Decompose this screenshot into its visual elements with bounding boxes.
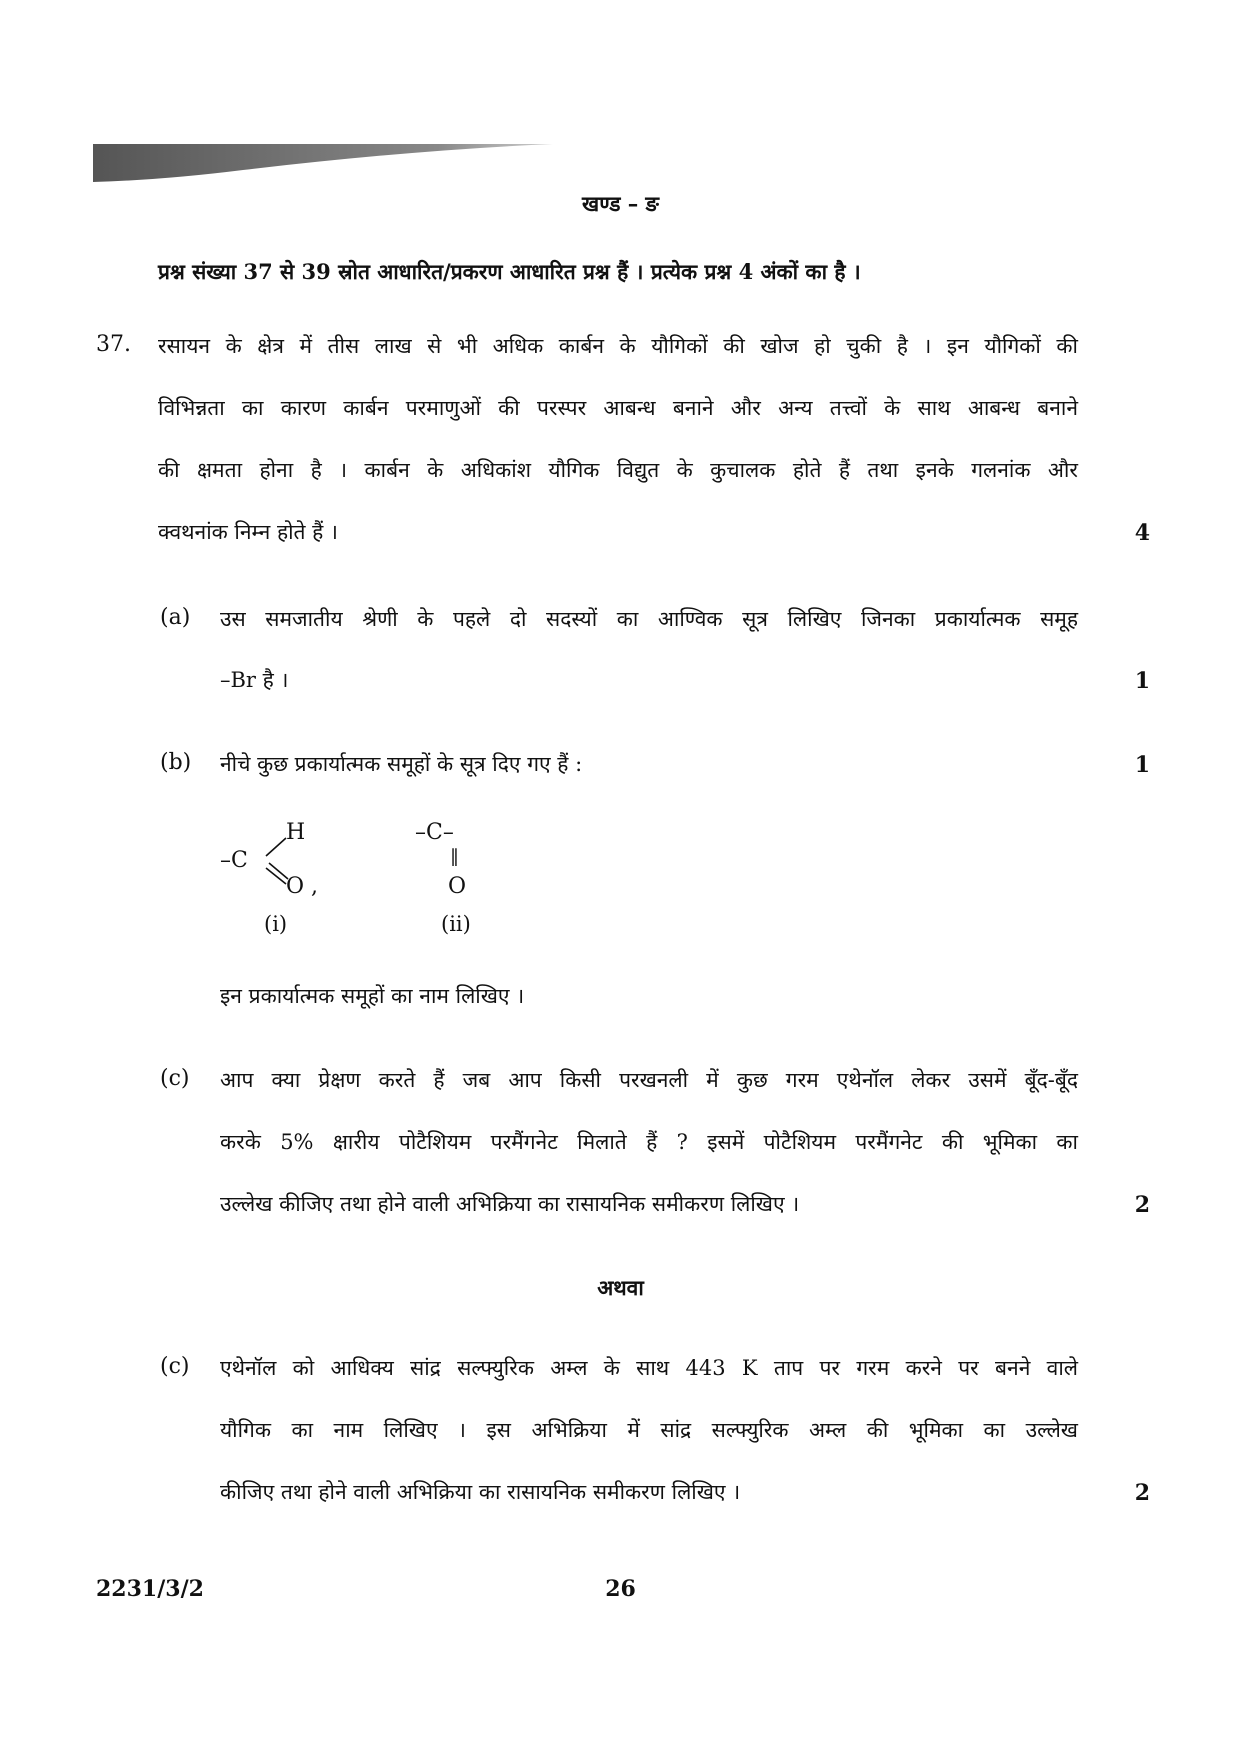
q37-marks: 4: [1134, 520, 1150, 546]
part-a-text-line-2: –Br है ।: [220, 668, 289, 692]
question-number: 37.: [96, 332, 131, 357]
or-label: अथवा: [597, 1275, 644, 1300]
header-decorative-bar: [93, 140, 553, 184]
structure-ii-double-bond: ‖: [450, 846, 459, 867]
part-b-label: (b): [160, 750, 192, 775]
part-c-text-line-1: आप क्या प्रेक्षण करते हैं जब आप किसी परखनली में कुछ गरम एथेनॉल लेकर उसमें बूँद-बूँद: [220, 1068, 1078, 1092]
structure-ii-oxygen: O: [448, 874, 467, 899]
part-c-alt-marks: 2: [1134, 1480, 1150, 1506]
q37-text-line-3: की क्षमता होना है । कार्बन के अधिकांश यौगिक विद्युत के कुचालक होते हैं तथा इनके गलनांक और: [158, 458, 1078, 482]
q37-text-line-2: विभिन्नता का कारण कार्बन परमाणुओं की परस्पर आबन्ध बनाने और अन्य तत्त्वों के साथ आबन्ध बनाने: [158, 396, 1078, 420]
structure-i-hydrogen: H: [286, 820, 306, 845]
q37-text-line-1: रसायन के क्षेत्र में तीस लाख से भी अधिक कार्बन के यौगिकों की खोज हो चुकी है । इन यौगिकों की: [158, 334, 1078, 358]
part-b-marks: 1: [1134, 752, 1150, 778]
structure-i-oxygen: O ,: [286, 874, 319, 899]
part-b-text: नीचे कुछ प्रकार्यात्मक समूहों के सूत्र दिए गए हैं :: [220, 752, 583, 776]
structure-aldehyde: [220, 820, 350, 940]
structure-ii-label: (ii): [441, 912, 471, 936]
part-c-alt-text-line-2: यौगिक का नाम लिखिए । इस अभिक्रिया में सांद्र सल्फ्युरिक अम्ल की भूमिका का उल्लेख: [220, 1418, 1078, 1442]
part-a-text-line-1: उस समजातीय श्रेणी के पहले दो सदस्यों का आण्विक सूत्र लिखिए जिनका प्रकार्यात्मक समूह: [220, 607, 1078, 631]
structure-i-carbon: –C: [220, 848, 248, 873]
section-title: खण्ड – ङ: [582, 191, 659, 216]
part-c-alt-label: (c): [160, 1354, 190, 1379]
part-c-text-line-3: उल्लेख कीजिए तथा होने वाली अभिक्रिया का रासायनिक समीकरण लिखिए ।: [220, 1192, 800, 1216]
section-instructions: प्रश्न संख्या 37 से 39 स्रोत आधारित/प्रकरण आधारित प्रश्न हैं । प्रत्येक प्रश्न 4 अंकों का है ।: [158, 259, 861, 284]
structure-i-label: (i): [264, 912, 288, 936]
structure-ketone: [415, 820, 525, 940]
part-c-alt-text-line-1: एथेनॉल को आधिक्य सांद्र सल्फ्युरिक अम्ल के साथ 443 K ताप पर गरम करने पर बनने वाले: [220, 1356, 1078, 1380]
structure-i-bonds: [264, 830, 290, 890]
page-number: 26: [605, 1576, 636, 1602]
paper-code: 2231/3/2: [96, 1576, 204, 1602]
q37-text-line-4: क्वथनांक निम्न होते हैं ।: [158, 520, 338, 544]
part-a-label: (a): [160, 605, 191, 630]
part-c-marks: 2: [1134, 1192, 1150, 1218]
part-a-marks: 1: [1134, 668, 1150, 694]
part-c-alt-text-line-3: कीजिए तथा होने वाली अभिक्रिया का रासायनिक समीकरण लिखिए ।: [220, 1480, 741, 1504]
structure-ii-carbon: –C–: [415, 820, 454, 845]
part-c-label: (c): [160, 1066, 190, 1091]
part-b-question: इन प्रकार्यात्मक समूहों का नाम लिखिए ।: [220, 984, 525, 1008]
part-c-text-line-2: करके 5% क्षारीय पोटैशियम परमैंगनेट मिलाते हैं ? इसमें पोटैशियम परमैंगनेट की भूमिका का: [220, 1130, 1078, 1154]
